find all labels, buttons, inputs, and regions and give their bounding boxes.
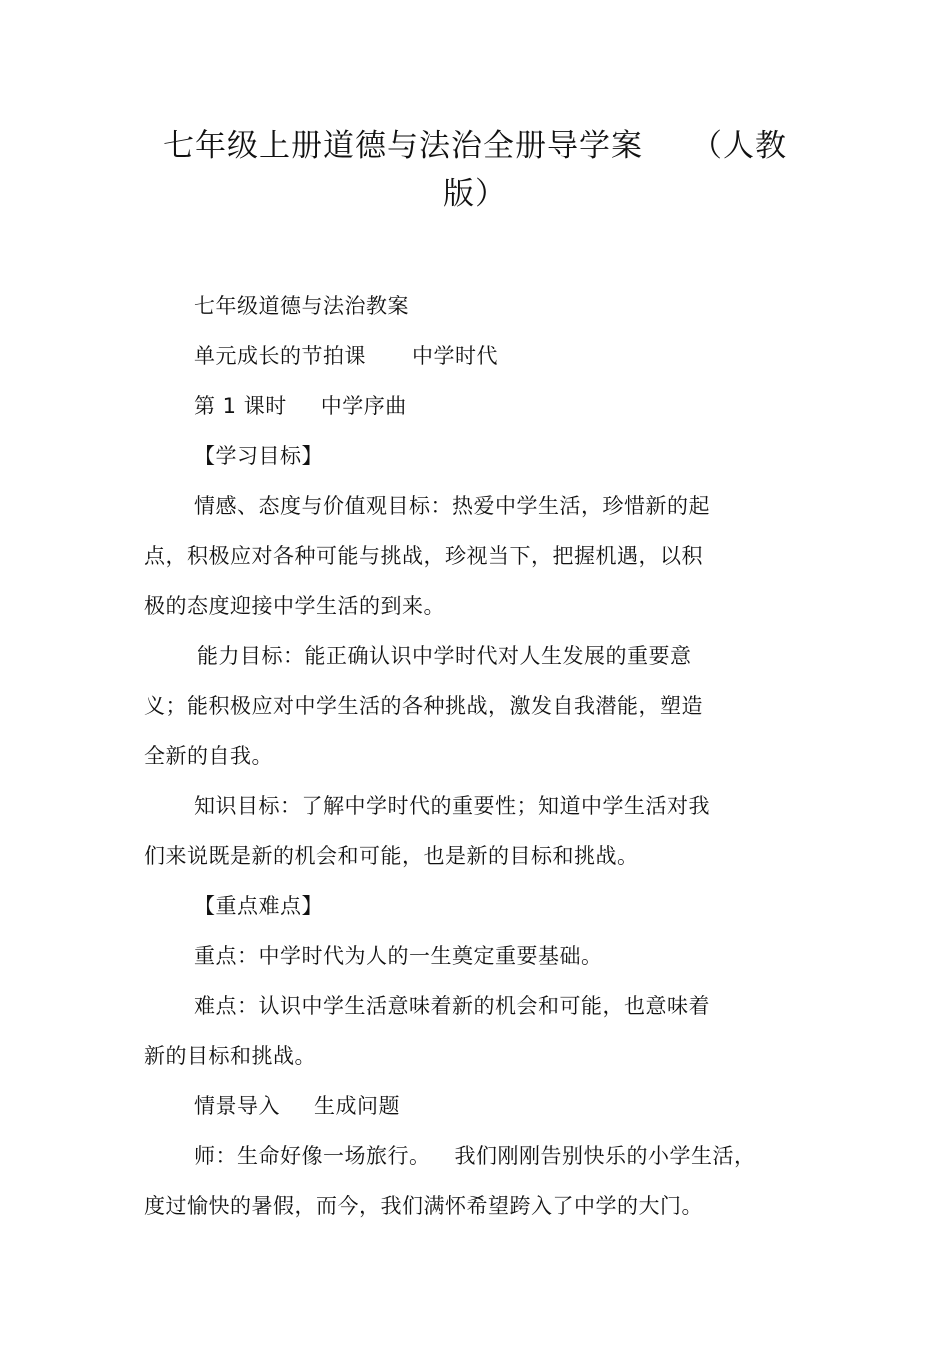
keypoints-heading: 【重点难点】 (194, 894, 323, 918)
scene-intro: 情景导入 (194, 1094, 280, 1118)
difficult-point-line-2: 新的目标和挑战。 (144, 1044, 316, 1068)
teacher-line-1b: 我们刚刚告别快乐的小学生活， (454, 1144, 756, 1168)
objectives-heading: 【学习目标】 (194, 444, 323, 468)
scene-question: 生成问题 (314, 1094, 400, 1118)
teacher-line-2: 度过愉快的暑假，而今，我们满怀希望跨入了中学的大门。 (144, 1194, 703, 1218)
unit-line (194, 342, 498, 370)
teacher-line-1a: 师：生命好像一场旅行。 (194, 1144, 431, 1168)
ability-objective-line-3: 全新的自我。 (144, 744, 273, 768)
teacher-line-1 (194, 1142, 756, 1170)
scene-line (194, 1092, 400, 1120)
knowledge-objective-line-1: 知识目标：了解中学时代的重要性；知道中学生活对我 (194, 794, 710, 818)
knowledge-objective-line-2: 们来说既是新的机会和可能，也是新的目标和挑战。 (144, 844, 639, 868)
key-point-line: 重点：中学时代为人的一生奠定重要基础。 (194, 944, 603, 968)
document-title (160, 122, 790, 218)
lesson-title: 中学序曲 (320, 394, 407, 418)
title-edition-part1: （人教 (691, 128, 787, 164)
ability-objective-line-2: 义；能积极应对中学生活的各种挑战，激发自我潜能，塑造 (144, 694, 703, 718)
title-line-1 (160, 122, 790, 170)
unit-subtitle: 中学时代 (412, 344, 498, 368)
emotion-objective-line-1: 情感、态度与价值观目标：热爱中学生活，珍惜新的起 (194, 494, 710, 518)
unit-title: 单元成长的节拍课 (194, 344, 366, 368)
title-main: 七年级上册道德与法治全册导学案 (163, 128, 643, 164)
difficult-point-line-1: 难点：认识中学生活意味着新的机会和可能，也意味着 (194, 994, 710, 1018)
lesson-line (194, 392, 407, 420)
course-line: 七年级道德与法治教案 (194, 294, 409, 318)
lesson-number: 第 1 课时 (194, 394, 287, 418)
emotion-objective-line-2: 点，积极应对各种可能与挑战，珍视当下，把握机遇，以积 (144, 544, 703, 568)
ability-objective-line-1: 能力目标：能正确认识中学时代对人生发展的重要意 (197, 644, 692, 668)
emotion-objective-line-3: 极的态度迎接中学生活的到来。 (144, 594, 445, 618)
title-line-2: 版） (443, 176, 507, 212)
